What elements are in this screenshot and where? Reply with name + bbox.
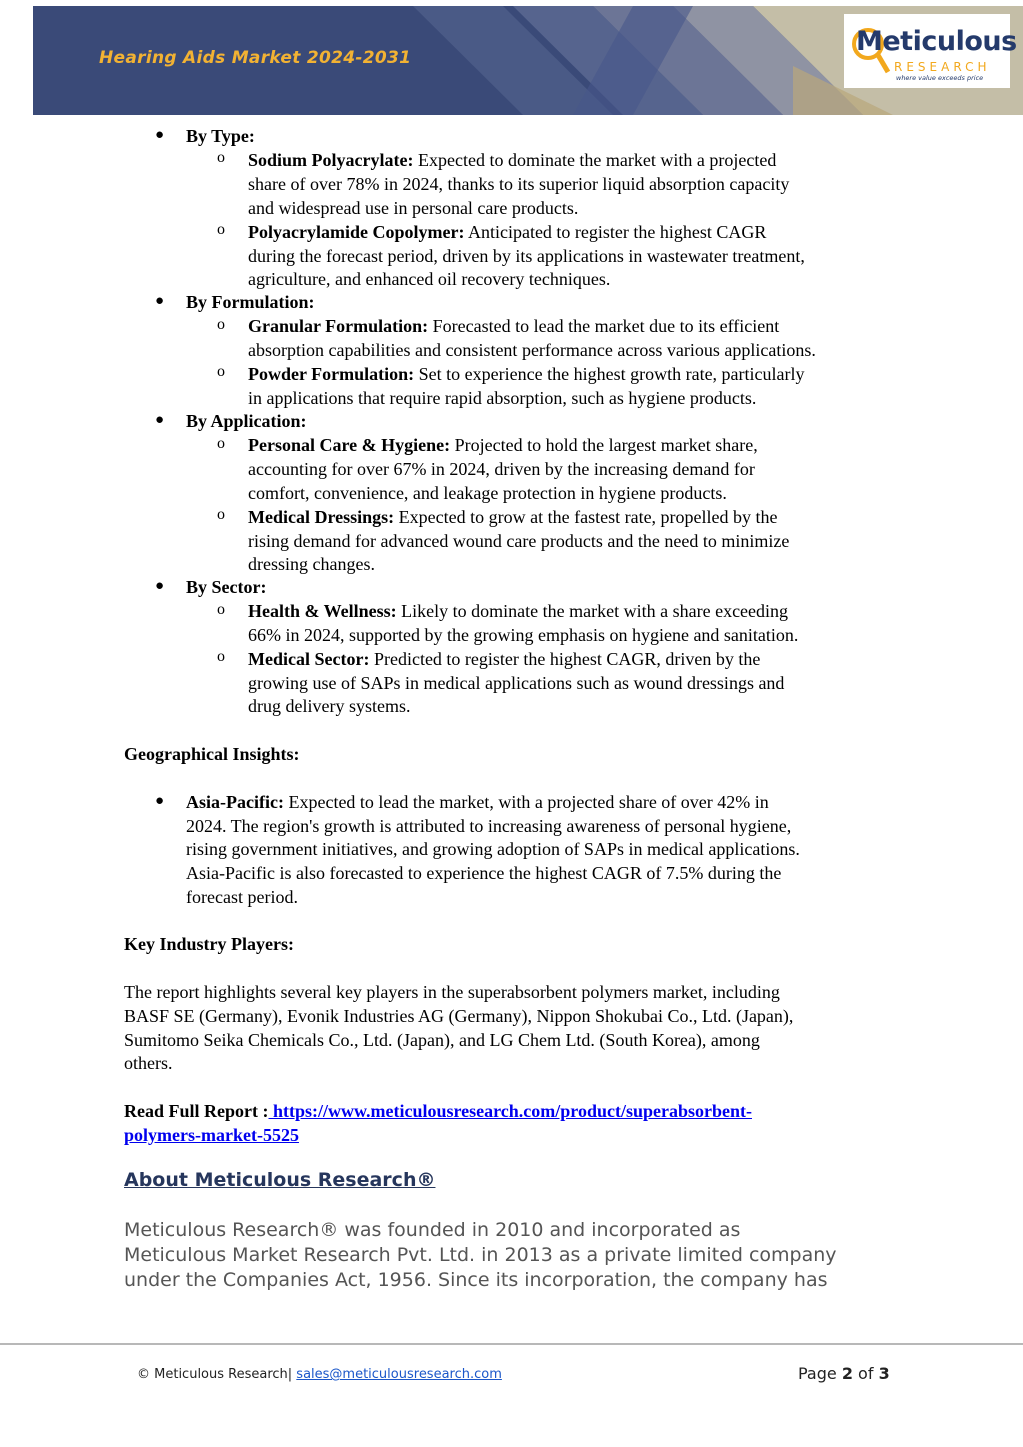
- segment-heading: By Formulation:: [186, 292, 315, 312]
- sub-bullet-icon: o: [217, 435, 225, 452]
- segment-item-line: rising demand for advanced wound care products and the need to minimize: [248, 531, 790, 551]
- segment-item-line: accounting for over 67% in 2024, driven by the increasing demand for: [248, 459, 755, 479]
- footer-email-link[interactable]: sales@meticulousresearch.com: [296, 1367, 502, 1382]
- segment-item-line: in applications that require rapid absorption, such as hygiene products.: [248, 388, 757, 408]
- bullet-icon: ●: [155, 578, 165, 594]
- logo-name: Meticulous: [856, 26, 1017, 57]
- geo-item: Asia-Pacific: Expected to lead the market, with a projected share of over 42% in: [186, 792, 769, 812]
- page-number: Page 2 of 3: [798, 1364, 890, 1383]
- geo-line: rising government initiatives, and growing adoption of SAPs in medical applications.: [186, 839, 800, 859]
- geo-line: 2024. The region's growth is attributed to increasing awareness of personal hygiene,: [186, 816, 792, 836]
- segment-item-line: 66% in 2024, supported by the growing emphasis on hygiene and sanitation.: [248, 625, 799, 645]
- company-logo: [844, 14, 1017, 88]
- report-link-line: [124, 1123, 299, 1147]
- segment-heading: By Sector:: [186, 577, 267, 597]
- sub-bullet-icon: o: [217, 316, 225, 333]
- sub-bullet-icon: o: [217, 601, 225, 618]
- segment-item: Medical Dressings: Expected to grow at the fastest rate, propelled by the: [248, 507, 778, 527]
- segment-item-line: during the forecast period, driven by its applications in wastewater treatment,: [248, 246, 805, 266]
- segment-item: Polyacrylamide Copolymer: Anticipated to register the highest CAGR: [248, 222, 767, 242]
- about-line: Meticulous Research® was founded in 2010 and incorporated as: [124, 1219, 741, 1241]
- sub-bullet-icon: o: [217, 149, 225, 166]
- segment-heading: By Type:: [186, 126, 255, 146]
- geo-line: forecast period.: [186, 887, 298, 907]
- logo-research: RESEARCH: [894, 60, 991, 74]
- report-link-line: [124, 1099, 752, 1123]
- segment-item-line: agriculture, and enhanced oil recovery techniques.: [248, 269, 611, 289]
- about-line: under the Companies Act, 1956. Since its incorporation, the company has: [124, 1269, 828, 1291]
- segment-item: Health & Wellness: Likely to dominate the market with a share exceeding: [248, 601, 789, 621]
- footer-divider: [0, 1343, 1023, 1345]
- segment-item-line: growing use of SAPs in medical applications such as wound dressings and: [248, 673, 785, 693]
- segment-item: Sodium Polyacrylate: Expected to dominate the market with a projected: [248, 150, 777, 170]
- segment-item-line: dressing changes.: [248, 554, 375, 574]
- bullet-icon: ●: [155, 127, 165, 143]
- sub-bullet-icon: o: [217, 221, 225, 238]
- segment-item: Medical Sector: Predicted to register the highest CAGR, driven by the: [248, 649, 761, 669]
- segment-item-line: absorption capabilities and consistent performance across various applications.: [248, 340, 816, 360]
- players-line: BASF SE (Germany), Evonik Industries AG (Germany), Nippon Shokubai Co., Ltd. (Japan),: [124, 1006, 794, 1026]
- report-label: Read Full Report :: [124, 1101, 269, 1121]
- sub-bullet-icon: o: [217, 506, 225, 523]
- sub-bullet-icon: o: [217, 363, 225, 380]
- players-heading: Key Industry Players:: [124, 934, 294, 954]
- bullet-icon: ●: [155, 793, 165, 809]
- players-line: The report highlights several key players in the superabsorbent polymers market, including: [124, 982, 780, 1002]
- segment-item-line: comfort, convenience, and leakage protection in hygiene products.: [248, 483, 727, 503]
- segment-item-line: and widespread use in personal care products.: [248, 198, 579, 218]
- bullet-icon: ●: [155, 412, 165, 428]
- document-title: Hearing Aids Market 2024-2031: [99, 48, 412, 68]
- players-line: Sumitomo Seika Chemicals Co., Ltd. (Japan), and LG Chem Ltd. (South Korea), among: [124, 1030, 760, 1050]
- segment-item: Granular Formulation: Forecasted to lead the market due to its efficient: [248, 316, 780, 336]
- about-heading: About Meticulous Research®: [124, 1169, 436, 1191]
- sub-bullet-icon: o: [217, 648, 225, 665]
- geo-line: Asia-Pacific is also forecasted to experience the highest CAGR of 7.5% during the: [186, 863, 782, 883]
- geo-heading: Geographical Insights:: [124, 744, 300, 764]
- bullet-icon: ●: [155, 293, 165, 309]
- report-link-continued[interactable]: polymers-market-5525: [124, 1125, 299, 1145]
- players-line: others.: [124, 1053, 173, 1073]
- segment-heading: By Application:: [186, 411, 307, 431]
- header-banner: [33, 6, 1023, 115]
- segment-item: Powder Formulation: Set to experience the highest growth rate, particularly: [248, 364, 805, 384]
- report-link[interactable]: https://www.meticulousresearch.com/product/superabsorbent-: [268, 1101, 752, 1121]
- segment-item-line: share of over 78% in 2024, thanks to its superior liquid absorption capacity: [248, 174, 790, 194]
- segment-item: Personal Care & Hygiene: Projected to hold the largest market share,: [248, 435, 758, 455]
- about-line: Meticulous Market Research Pvt. Ltd. in 2013 as a private limited company: [124, 1244, 837, 1266]
- segment-item-line: drug delivery systems.: [248, 696, 411, 716]
- footer-copyright: © Meticulous Research| sales@meticulousresearch.com: [137, 1367, 502, 1382]
- logo-tagline: where value exceeds price: [896, 74, 984, 82]
